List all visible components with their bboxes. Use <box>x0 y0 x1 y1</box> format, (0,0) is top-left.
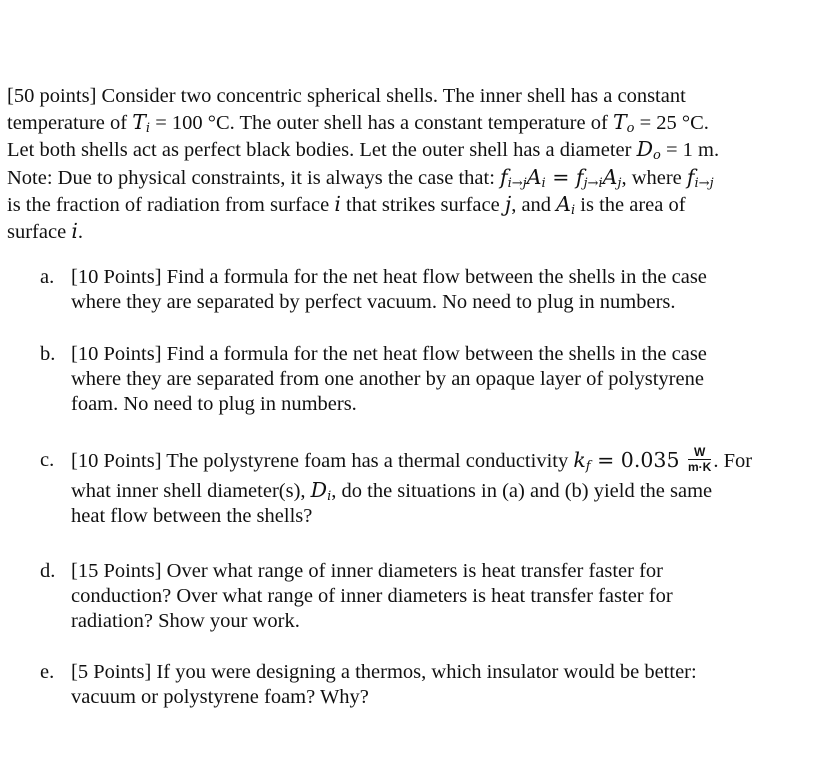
question-letter: a. <box>40 266 55 288</box>
intro-text: temperature of <box>7 112 133 135</box>
var-i: i <box>71 219 78 244</box>
intro-text: is the area of <box>575 193 686 216</box>
intro-text: = 25 °C. <box>634 112 709 135</box>
question-line: heat flow between the shells? <box>71 504 313 527</box>
question-line: what inner shell diameter(s), $D_i$, do the situations in (a) and (b) yield the same <box>71 477 713 504</box>
fraction-numerator: W <box>688 446 711 460</box>
intro-text: . <box>77 221 83 244</box>
intro-line <box>7 136 797 163</box>
question-body <box>71 444 801 528</box>
var-do: $D_o$ <box>636 137 661 164</box>
question-line: [15 Points] Over what range of inner diameters is heat transfer faster for <box>71 560 664 582</box>
question-body <box>71 265 801 315</box>
units-fraction <box>688 446 711 473</box>
var-fji: $f_{j\to i}$ <box>575 164 603 191</box>
var-to: $T_o$ <box>612 110 635 137</box>
question-letter: e. <box>40 661 55 683</box>
intro-text: Let both shells act as perfect black bodies. Let the outer shell has a diameter <box>7 139 637 162</box>
question-letter: c. <box>40 449 55 471</box>
fraction-denominator: m·K <box>688 459 712 474</box>
question-letter: b. <box>40 343 56 365</box>
intro-text: [50 points] Consider two concentric spherical shells. The inner shell has a constant <box>7 85 686 107</box>
intro-line <box>7 218 797 245</box>
var-di: $D_i$ <box>310 477 332 504</box>
intro-text: that strikes surface <box>340 193 505 216</box>
var-j: j <box>504 191 512 216</box>
intro-text: is the fraction of radiation from surface <box>7 193 335 216</box>
question-line: [5 Points] If you were designing a thermos, which insulator would be better: <box>71 661 697 683</box>
intro-text: , where <box>621 166 687 189</box>
question-line: radiation? Show your work. <box>71 609 300 632</box>
question-line: [10 Points] Find a formula for the net heat flow between the shells in the case <box>71 343 707 365</box>
question-line: [10 Points] Find a formula for the net heat flow between the shells in the case <box>71 266 707 288</box>
question-line: foam. No need to plug in numbers. <box>71 392 357 415</box>
var-i: i <box>334 191 341 216</box>
problem-intro <box>7 83 797 245</box>
intro-text: Note: Due to physical constraints, it is always the case that: <box>7 166 501 189</box>
question-letter: d. <box>40 560 56 582</box>
var-ai: $A_i$ <box>526 164 546 191</box>
intro-line <box>7 164 797 191</box>
var-ti: $T_i$ <box>132 110 151 137</box>
question-line: [10 Points] The polystyrene foam has a thermal conductivity $k_f = 0.035$ $\frac{W}{m\cdot K}$ . For <box>71 444 753 474</box>
question-line: where they are separated by perfect vacuum. No need to plug in numbers. <box>71 290 676 313</box>
intro-line <box>7 109 797 136</box>
var-ai: $A_i$ <box>556 191 576 218</box>
intro-text: = 1 m. <box>660 139 720 162</box>
intro-text: surface <box>7 221 72 244</box>
question-line: conduction? Over what range of inner diameters is heat transfer faster for <box>71 584 673 607</box>
question-line: vacuum or polystyrene foam? Why? <box>71 685 369 708</box>
equals-sign: = <box>545 164 576 189</box>
question-body <box>71 559 801 633</box>
var-fij: $f_{i\to j}$ <box>686 164 714 191</box>
question-line: where they are separated from one another by an opaque layer of polystyrene <box>71 367 704 390</box>
intro-line <box>7 191 797 218</box>
var-kf: $k_f$ <box>573 448 591 474</box>
intro-text: , and <box>511 193 557 216</box>
intro-line <box>7 83 797 109</box>
var-aj: $A_j$ <box>602 164 622 191</box>
intro-text: = 100 °C. The outer shell has a constant temperature of <box>150 112 613 135</box>
question-body <box>71 342 801 416</box>
question-body <box>71 660 801 710</box>
var-fij: $f_{i\to j}$ <box>500 164 527 191</box>
